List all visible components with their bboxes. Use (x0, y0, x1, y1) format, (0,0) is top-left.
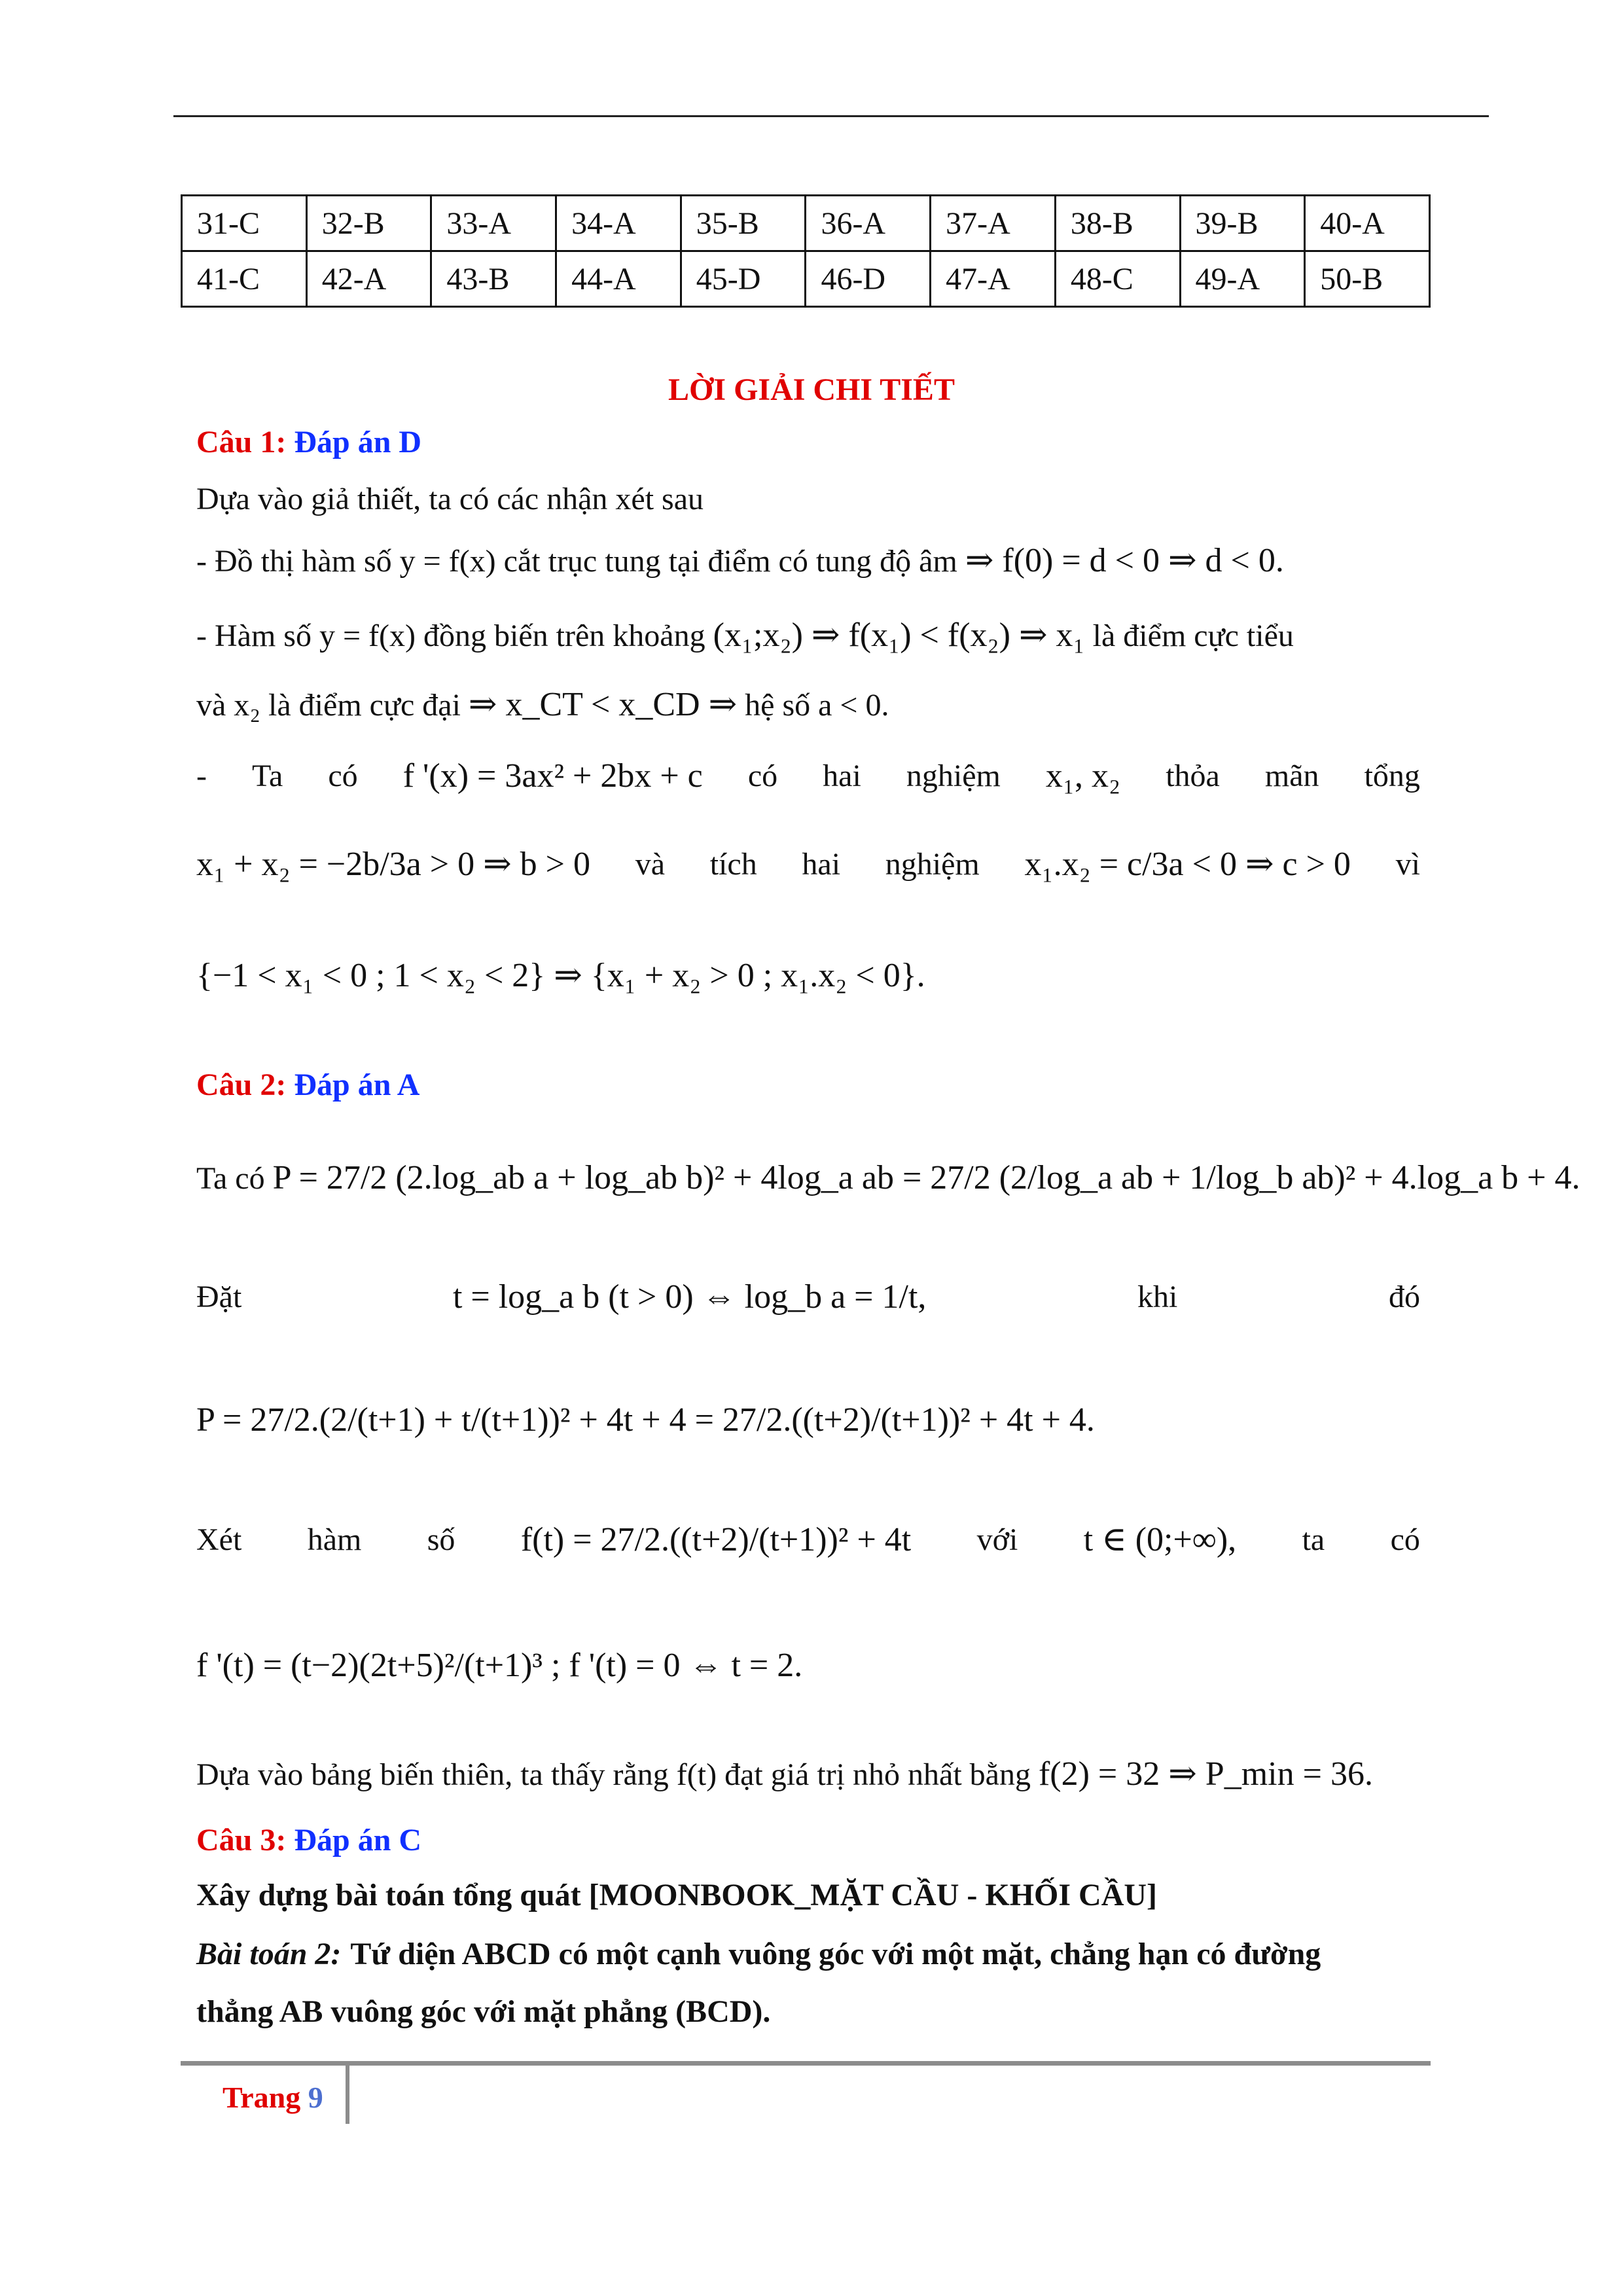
word: có (1390, 1522, 1420, 1557)
word: ta (1302, 1522, 1325, 1557)
page-number (223, 2080, 323, 2115)
answer-key-table (181, 194, 1431, 308)
q3-label: Câu 3: (196, 1823, 287, 1857)
q1-p1-math: ⇒ f(0) = d < 0 ⇒ d < 0. (965, 542, 1284, 579)
substitution: t = log_a b (t > 0) ⇔ log_b a = 1/t, (452, 1278, 927, 1316)
q1-p3-tail: hệ số a < 0. (745, 688, 889, 723)
q1-answer: Đáp án D (294, 425, 422, 459)
word: Ta (252, 759, 283, 793)
word: khi (1137, 1280, 1178, 1314)
word: nghiệm (906, 759, 1001, 793)
table-cell: 31-C (182, 196, 307, 251)
sum-formula: x₁ + x₂ = −2b/3a > 0 ⇒ b > 0 (196, 846, 590, 883)
table-cell: 32-B (306, 196, 431, 251)
table-cell: 49-A (1180, 251, 1305, 307)
q1-p3-text: và x₂ là điểm cực đại (196, 688, 461, 723)
table-cell: 48-C (1055, 251, 1180, 307)
q1-point-1 (196, 541, 1284, 580)
word: thỏa (1166, 759, 1220, 793)
product-formula: x₁.x₂ = c/3a < 0 ⇒ c > 0 (1024, 846, 1351, 883)
q1-point-3 (196, 685, 889, 724)
word: hai (802, 846, 841, 882)
q1-point-4 (196, 757, 1420, 795)
q3-problem-label: Bài toán 2: (196, 1937, 342, 1971)
table-cell: 33-A (431, 196, 556, 251)
domain: t ∈ (0;+∞), (1083, 1521, 1237, 1558)
table-cell: 42-A (306, 251, 431, 307)
header-rule (173, 115, 1489, 117)
word: mãn (1264, 759, 1319, 793)
q2-line-6 (196, 1754, 1373, 1793)
q3-heading (196, 1822, 421, 1858)
table-cell: 37-A (931, 196, 1056, 251)
roots: x₁, x₂ (1045, 757, 1121, 795)
q3-answer: Đáp án C (294, 1823, 422, 1857)
q1-label: Câu 1: (196, 425, 287, 459)
word: hai (823, 759, 861, 793)
function-def: f(t) = 27/2.((t+2)/(t+1))² + 4t (520, 1520, 912, 1558)
table-cell: 34-A (556, 196, 681, 251)
table-cell: 40-A (1305, 196, 1430, 251)
table-cell: 46-D (806, 251, 931, 307)
q3-problem-text: Tứ diện ABCD có một cạnh vuông góc với một mặt, chẳng hạn có đường (350, 1937, 1321, 1971)
word: có (747, 759, 778, 793)
footer-divider (346, 2065, 349, 2124)
word: số (427, 1522, 455, 1557)
word: - (196, 759, 207, 793)
q2-heading (196, 1067, 419, 1103)
q2-l6-text: Dựa vào bảng biến thiên, ta thấy rằng f(t) đạt giá trị nhỏ nhất bằng (196, 1757, 1031, 1792)
word: Xét (196, 1522, 242, 1557)
q2-l6-math: f(2) = 32 ⇒ P_min = 36. (1038, 1755, 1373, 1793)
word: và (635, 846, 666, 882)
table-cell: 38-B (1055, 196, 1180, 251)
q2-line-4 (196, 1520, 1420, 1559)
word: với (976, 1522, 1018, 1557)
q3-subheading: Xây dựng bài toán tổng quát [MOONBOOK_MẶT CẦU - KHỐI CẦU] (196, 1878, 1158, 1912)
page-num: 9 (308, 2081, 323, 2114)
table-cell: 44-A (556, 251, 681, 307)
table-row (182, 251, 1430, 307)
word: tổng (1364, 759, 1420, 793)
q1-point-2 (196, 615, 1294, 655)
q1-p3-math: ⇒ x_CT < x_CD ⇒ (468, 686, 738, 723)
q2-line-1 (196, 1158, 1580, 1197)
word: đó (1389, 1280, 1420, 1314)
q1-heading (196, 424, 421, 460)
q2-line-5: f '(t) = (t−2)(2t+5)²/(t+1)³ ; f '(t) = 0 ⇔ t = 2. (196, 1647, 803, 1684)
q1-point-5 (196, 844, 1420, 884)
word: Đặt (196, 1280, 242, 1314)
footer-rule (181, 2061, 1431, 2066)
section-title: LỜI GIẢI CHI TIẾT (668, 372, 955, 407)
q2-line-3: P = 27/2.(2/(t+1) + t/(t+1))² + 4t + 4 = 27/2.((t+2)/(t+1))² + 4t + 4. (196, 1401, 1095, 1439)
table-cell: 35-B (681, 196, 806, 251)
q1-p2-text: - Hàm số y = f(x) đồng biến trên khoảng (196, 619, 705, 653)
q1-intro: Dựa vào giả thiết, ta có các nhận xét sau (196, 482, 704, 516)
table-row (182, 196, 1430, 251)
q2-answer: Đáp án A (294, 1067, 420, 1102)
table-cell: 36-A (806, 196, 931, 251)
q2-l1-math: P = 27/2 (2.log_ab a + log_ab b)² + 4log_a ab = 27/2 (2/log_a ab + 1/log_b ab)² + 4.log_a b + 4. (272, 1159, 1580, 1196)
q1-p2-math: (x₁;x₂) ⇒ f(x₁) < f(x₂) ⇒ x₁ (713, 617, 1085, 654)
q2-label: Câu 2: (196, 1067, 287, 1102)
q1-p2-tail: là điểm cực tiểu (1092, 619, 1294, 653)
q1-p1-text: - Đồ thị hàm số y = f(x) cắt trục tung tại điểm có tung độ âm (196, 544, 957, 579)
word: nghiệm (885, 846, 980, 882)
q3-problem-line-2: thẳng AB vuông góc với mặt phẳng (BCD). (196, 1994, 771, 2029)
q1-system: {−1 < x₁ < 0 ; 1 < x₂ < 2} ⇒ {x₁ + x₂ > 0 ; x₁.x₂ < 0}. (196, 957, 925, 994)
table-cell: 50-B (1305, 251, 1430, 307)
word: có (328, 759, 358, 793)
derivative-formula: f '(x) = 3ax² + 2bx + c (402, 757, 703, 795)
q2-line-2 (196, 1278, 1420, 1316)
q2-l1-prefix: Ta có (196, 1161, 265, 1196)
word: vì (1395, 846, 1420, 882)
table-cell: 45-D (681, 251, 806, 307)
page-label: Trang (223, 2081, 301, 2114)
word: tích (709, 846, 757, 882)
table-cell: 47-A (931, 251, 1056, 307)
table-cell: 43-B (431, 251, 556, 307)
q3-problem-line-1 (196, 1936, 1420, 1972)
table-cell: 41-C (182, 251, 307, 307)
word: hàm (307, 1522, 362, 1557)
table-cell: 39-B (1180, 196, 1305, 251)
